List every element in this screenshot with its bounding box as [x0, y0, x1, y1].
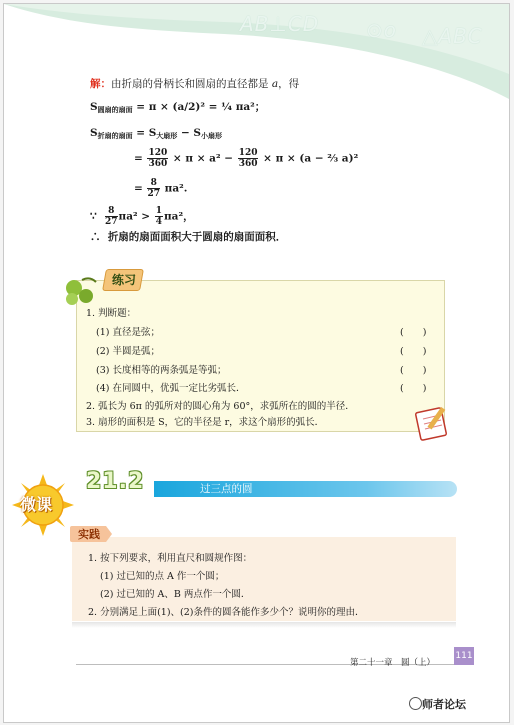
practice-item: (1) 过已知的点 A 作一个圆； — [100, 571, 225, 582]
notepad-pencil-icon — [412, 402, 454, 444]
grapes-icon — [62, 274, 102, 308]
formula-round-fan: $S_{圆扇的扇面} = \pi \times (a/2)^2$ = ¼ πa²； — [90, 101, 266, 114]
formula-folding-fan: $S_{折扇的扇面} = S_{大扇形} - S_{小扇形}$ — [90, 127, 222, 140]
conclusion-line: ∴ 折扇的扇面面积大于圆扇的扇面面积． — [90, 231, 287, 243]
deco-perpendicular: AB⊥CD — [240, 12, 320, 36]
practice-item: (2) 过已知的 A、B 两点作一个圆． — [100, 589, 251, 600]
deco-circle: ⊙o — [366, 18, 397, 42]
exercise-q1-item: (3) 长度相等的两条弧是等弧； — [96, 365, 227, 376]
exercise-q1-item: (4) 在同圆中，优弧一定比劣弧长． — [96, 383, 246, 394]
answer-blank[interactable]: ( ) — [400, 383, 427, 394]
exercise-q1: 1. 判断题： — [86, 308, 137, 319]
exercise-title: 练习 — [112, 273, 137, 287]
answer-blank[interactable]: ( ) — [400, 365, 427, 376]
formula-step-4: = $\frac{8}{27}$ πa². — [134, 178, 188, 199]
wechat-icon — [409, 697, 422, 710]
page-number: 111 — [454, 647, 474, 665]
exercise-q1-item: (1) 直径是弦； — [96, 327, 160, 338]
formula-step-3: = $\frac{120}{360}$ × π × a² − $\frac{120}{360}$ × π × (a − ⅔ a)² — [134, 148, 359, 169]
deco-triangle: △ABC — [422, 24, 483, 48]
solution-intro: 解：由折扇的骨柄长和圆扇的直径都是 a，得 — [90, 78, 300, 90]
chapter-footer: 第二十一章 圆（上） — [350, 658, 436, 668]
practice-shadow — [72, 622, 456, 628]
section-number: 21.2 — [86, 469, 145, 494]
answer-blank[interactable]: ( ) — [400, 346, 427, 357]
comparison-line: ∵ $\frac{8}{27}$ πa² > $\frac{1}{4}$ πa²， — [90, 206, 194, 227]
micro-lesson-badge: 微课 — [20, 495, 53, 514]
practice-item: 1. 按下列要求，利用直尺和圆规作图： — [88, 553, 253, 564]
solution-label: 解： — [90, 78, 111, 90]
watermark: 师者论坛 — [422, 698, 466, 711]
answer-blank[interactable]: ( ) — [400, 327, 427, 338]
textbook-page — [3, 3, 510, 723]
exercise-q1-item: (2) 半圆是弧； — [96, 346, 160, 357]
practice-item: 2. 分别满足上面(1)、(2)条件的圆各能作多少个？说明你的理由． — [88, 607, 365, 618]
section-title: 过三点的圆 — [200, 483, 253, 495]
exercise-q2: 2. 弧长为 6π 的弧所对的圆心角为 60°，求弧所在的圆的半径． — [86, 401, 355, 412]
exercise-q3: 3. 扇形的面积是 S，它的半径是 r，求这个扇形的弧长． — [86, 417, 325, 428]
practice-title: 实践 — [78, 528, 100, 541]
